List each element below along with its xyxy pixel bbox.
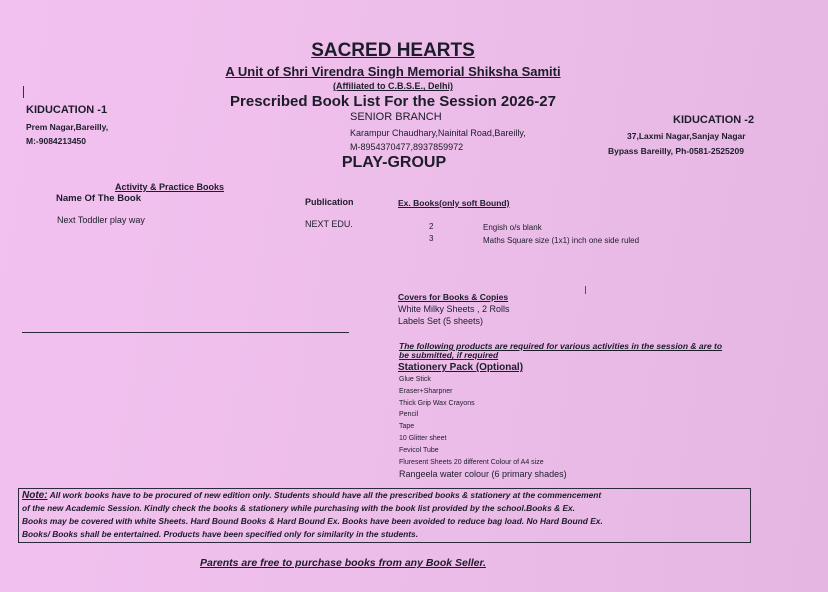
column-header-book-name: Name Of The Book — [56, 193, 141, 204]
stationery-title: Stationery Pack (Optional) — [398, 362, 524, 373]
note-line: of the new Academic Session. Kindly check the books & stationery while purchasing with the book list provided by the school.Books & Ex. — [22, 503, 576, 513]
ex-book-desc: Maths Square size (1x1) inch one side ruled — [483, 236, 640, 245]
kiducation1-address: Prem Nagar,Bareilly, — [26, 122, 109, 132]
class-title: PLAY-GROUP — [341, 154, 447, 171]
stationery-item: Glue Stick — [399, 376, 431, 383]
kiducation1-phone: M:-9084213450 — [26, 136, 87, 146]
kiducation2-name: KIDUCATION -2 — [673, 114, 755, 126]
note-line: Books may be covered with white Sheets. Hard Bound Books & Hard Bound Ex. Books have been avoided to reduce bag load. No Hard Bound Ex. — [22, 516, 603, 526]
stationery-item: Pencil — [399, 411, 419, 418]
stationery-item: Tape — [399, 423, 415, 430]
divider-line — [22, 332, 349, 333]
book-name: Next Toddler play way — [57, 215, 145, 225]
stationery-item: Fevicol Tube — [399, 447, 439, 454]
ex-book-desc: Engish o/s blank — [483, 223, 542, 232]
stationery-item: 10 Glitter sheet — [399, 435, 447, 442]
cover-item: Labels Set (5 sheets) — [398, 316, 484, 326]
book-list-title: Prescribed Book List For the Session 2026-27 — [230, 93, 556, 110]
kiducation1-name: KIDUCATION -1 — [26, 104, 108, 116]
column-header-ex-books: Ex. Books(only soft Bound) — [398, 198, 510, 208]
ex-book-qty: 3 — [429, 234, 434, 243]
branch-name: SENIOR BRANCH — [350, 111, 442, 123]
stationery-item: Fluresent Sheets 20 different Colour of A4 size — [399, 459, 544, 466]
required-note-line1: The following products are required for various activities in the session & are to — [399, 341, 723, 351]
stationery-item: Eraser+Sharpner — [399, 388, 453, 395]
school-name: SACRED HEARTS — [311, 40, 475, 61]
parents-note: Parents are free to purchase books from any Book Seller. — [200, 557, 486, 569]
stationery-item: Rangeela water colour (6 primary shades) — [399, 469, 567, 479]
pen-mark — [585, 286, 586, 294]
kiducation2-phone: Bypass Bareilly, Ph-0581-2525209 — [608, 146, 744, 156]
branch-phone: M-8954370477,8937859972 — [350, 142, 464, 152]
unit-line: A Unit of Shri Virendra Singh Memorial Shiksha Samiti — [225, 64, 561, 79]
book-publication: NEXT EDU. — [305, 219, 353, 229]
kiducation2-address: 37,Laxmi Nagar,Sanjay Nagar — [627, 131, 746, 141]
stationery-item: Thick Grip Wax Crayons — [399, 400, 475, 407]
note-text: All work books have to be procured of new edition only. Students should have all the prescribed books & stationery at the commencement — [47, 490, 602, 500]
ex-book-qty: 2 — [429, 222, 434, 231]
activity-books-title: Activity & Practice Books — [115, 182, 225, 192]
margin-mark — [23, 86, 24, 98]
cover-item: White Milky Sheets , 2 Rolls — [398, 304, 510, 314]
covers-title: Covers for Books & Copies — [398, 292, 509, 302]
affiliation: (Affiliated to C.B.S.E., Delhi) — [332, 81, 454, 91]
note-line — [22, 490, 601, 501]
branch-address: Karampur Chaudhary,Nainital Road,Bareilly, — [350, 128, 526, 138]
required-note-line2: be submitted, if required — [399, 350, 499, 360]
note-label: Note: — [22, 490, 48, 501]
note-line: Books/ Books shall be entertained. Products have been specified only for similarity in the students. — [22, 529, 419, 539]
column-header-publication: Publication — [305, 197, 354, 207]
